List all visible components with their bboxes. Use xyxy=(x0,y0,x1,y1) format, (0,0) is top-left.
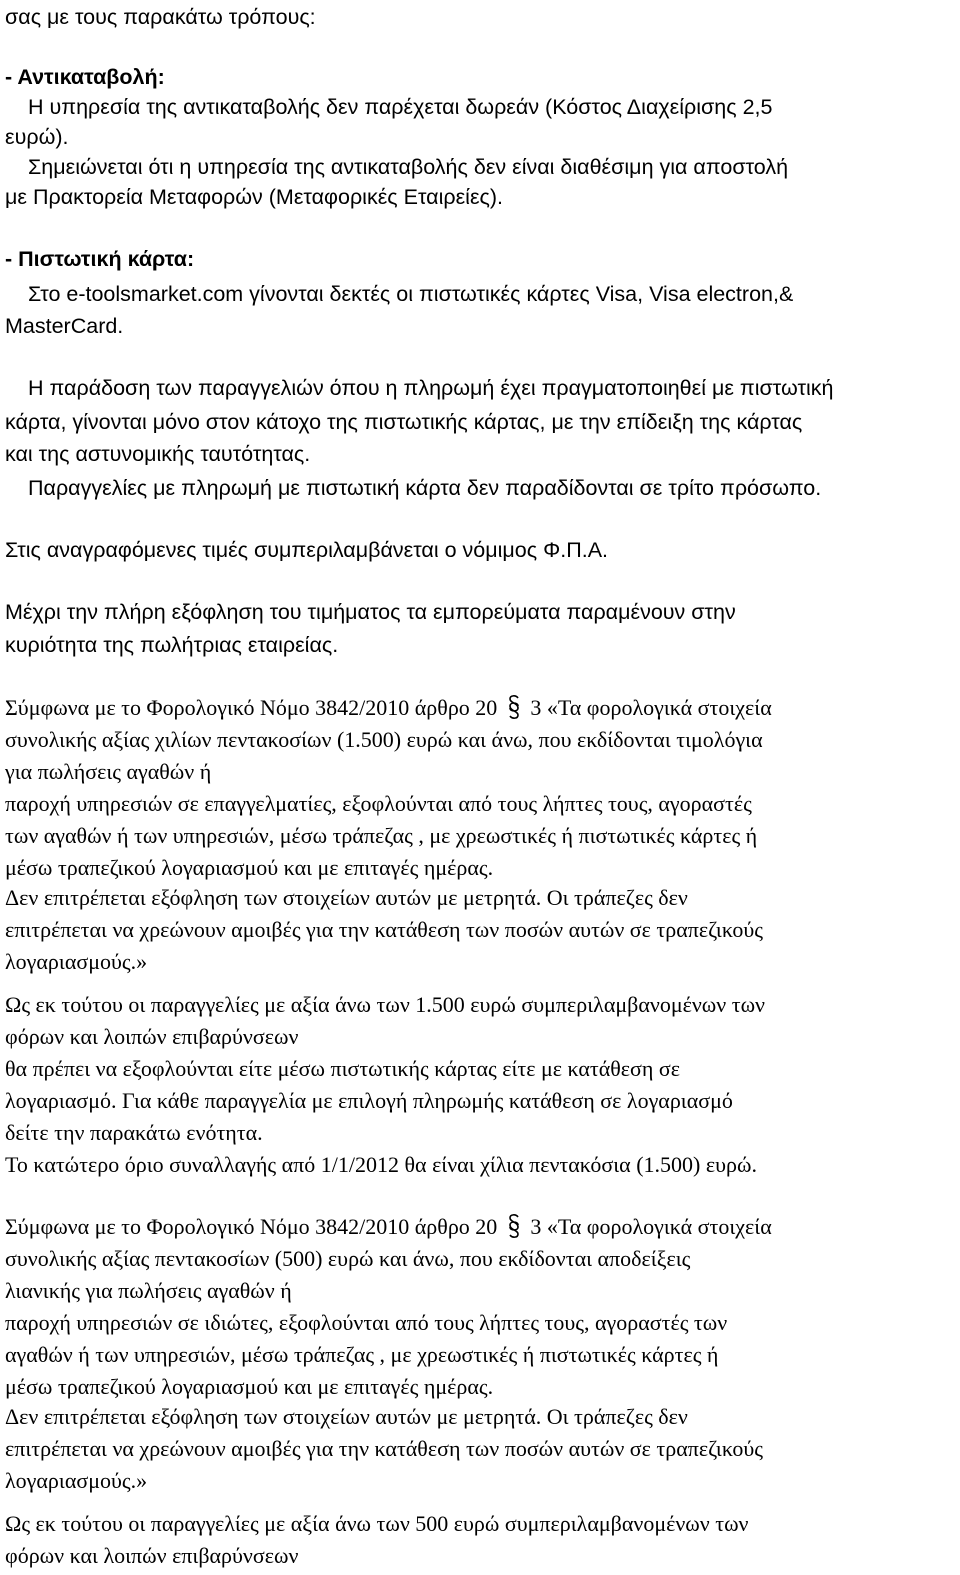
text-line: κυριότητα της πωλήτριας εταιρείας. xyxy=(5,633,339,657)
text-line: Στις αναγραφόμενες τιμές συμπεριλαμβάνεται ο νόμιμος Φ.Π.Α. xyxy=(5,538,609,562)
text-line: Η παράδοση των παραγγελιών όπου η πληρωμή έχει πραγματοποιηθεί με πιστωτική xyxy=(28,376,834,400)
text-line: Μέχρι την πλήρη εξόφληση του τιμήματος τα εμπορεύματα παραμένουν στην xyxy=(5,600,736,624)
text-line: συνολικής αξίας πεντακοσίων (500) ευρώ και άνω, που εκδίδονται αποδείξεις xyxy=(5,1246,691,1271)
text-line: Ως εκ τούτου οι παραγγελίες με αξία άνω των 500 ευρώ συμπεριλαμβανομένων των xyxy=(5,1511,749,1536)
text-line: μέσω τραπεζικού λογαριασμού και με επιταγές ημέρας. xyxy=(5,855,494,880)
text-line: παροχή υπηρεσιών σε επαγγελματίες, εξοφλούνται από τους λήπτες τους, αγοραστές xyxy=(5,791,752,816)
text-line: σας με τους παρακάτω τρόπους: xyxy=(5,5,316,29)
text-line: επιτρέπεται να χρεώνουν αμοιβές για την κατάθεση των ποσών αυτών σε τραπεζικούς xyxy=(5,1436,764,1461)
text-line: δείτε την παρακάτω ενότητα. xyxy=(5,1120,263,1145)
text-line-law-reference xyxy=(5,1212,772,1242)
law-reference-text: Σύμφωνα με το Φορολογικό Νόμο 3842/2010 άρθρο 20 xyxy=(5,1214,498,1239)
text-line: μέσω τραπεζικού λογαριασμού και με επιταγές ημέρας. xyxy=(5,1374,494,1399)
section-heading-cash-on-delivery: - Αντικαταβολή: xyxy=(5,65,165,89)
text-line: Παραγγελίες με πληρωμή με πιστωτική κάρτα δεν παραδίδονται σε τρίτο πρόσωπο. xyxy=(28,476,822,500)
law-reference-text: Σύμφωνα με το Φορολογικό Νόμο 3842/2010 άρθρο 20 xyxy=(5,695,498,720)
law-reference-quote: 3 «Τα φορολογικά στοιχεία xyxy=(530,1214,772,1239)
text-line: για πωλήσεις αγαθών ή xyxy=(5,759,212,784)
text-line: φόρων και λοιπών επιβαρύνσεων xyxy=(5,1543,299,1568)
section-sign-icon xyxy=(505,694,523,720)
text-line: και της αστυνομικής ταυτότητας. xyxy=(5,442,311,466)
text-line: συνολικής αξίας χιλίων πεντακοσίων (1.500) ευρώ και άνω, που εκδίδονται τιμολόγια xyxy=(5,727,763,752)
text-line: Η υπηρεσία της αντικαταβολής δεν παρέχεται δωρεάν (Κόστος Διαχείρισης 2,5 xyxy=(28,95,773,119)
law-reference-quote: 3 «Τα φορολογικά στοιχεία xyxy=(530,695,772,720)
text-line: των αγαθών ή των υπηρεσιών, μέσω τράπεζας , με χρεωστικές ή πιστωτικές κάρτες ή xyxy=(5,823,758,848)
text-line: λογαριασμούς.» xyxy=(5,949,148,974)
text-line: κάρτα, γίνονται μόνο στον κάτοχο της πιστωτικής κάρτας, με την επίδειξη της κάρτας xyxy=(5,410,803,434)
section-heading-credit-card: - Πιστωτική κάρτα: xyxy=(5,247,195,271)
text-line: MasterCard. xyxy=(5,314,124,338)
section-sign-icon xyxy=(505,1213,523,1239)
text-line: φόρων και λοιπών επιβαρύνσεων xyxy=(5,1024,299,1049)
text-line: Σημειώνεται ότι η υπηρεσία της αντικαταβολής δεν είναι διαθέσιμη για αποστολή xyxy=(28,155,789,179)
text-line: Ως εκ τούτου οι παραγγελίες με αξία άνω των 1.500 ευρώ συμπεριλαμβανομένων των xyxy=(5,992,765,1017)
text-line: λιανικής για πωλήσεις αγαθών ή xyxy=(5,1278,292,1303)
text-line: Το κατώτερο όριο συναλλαγής από 1/1/2012 θα είναι χίλια πεντακόσια (1.500) ευρώ. xyxy=(5,1152,757,1177)
text-line: Δεν επιτρέπεται εξόφληση των στοιχείων αυτών με μετρητά. Οι τράπεζες δεν xyxy=(5,1404,688,1429)
text-line: λογαριασμούς.» xyxy=(5,1468,148,1493)
text-line: λογαριασμό. Για κάθε παραγγελία με επιλογή πληρωμής κατάθεση σε λογαριασμό xyxy=(5,1088,733,1113)
text-line: με Πρακτορεία Μεταφορών (Μεταφορικές Εταιρείες). xyxy=(5,185,504,209)
text-line: θα πρέπει να εξοφλούνται είτε μέσω πιστωτικής κάρτας είτε με κατάθεση σε xyxy=(5,1056,680,1081)
text-line: επιτρέπεται να χρεώνουν αμοιβές για την κατάθεση των ποσών αυτών σε τραπεζικούς xyxy=(5,917,764,942)
text-line-law-reference xyxy=(5,693,772,723)
text-line: παροχή υπηρεσιών σε ιδιώτες, εξοφλούνται από τους λήπτες τους, αγοραστές των xyxy=(5,1310,728,1335)
text-line: Δεν επιτρέπεται εξόφληση των στοιχείων αυτών με μετρητά. Οι τράπεζες δεν xyxy=(5,885,688,910)
text-line: ευρώ). xyxy=(5,125,69,149)
text-line: Στο e-toolsmarket.com γίνονται δεκτές οι πιστωτικές κάρτες Visa, Visa electron,& xyxy=(28,282,794,306)
text-line: αγαθών ή των υπηρεσιών, μέσω τράπεζας , με χρεωστικές ή πιστωτικές κάρτες ή xyxy=(5,1342,719,1367)
